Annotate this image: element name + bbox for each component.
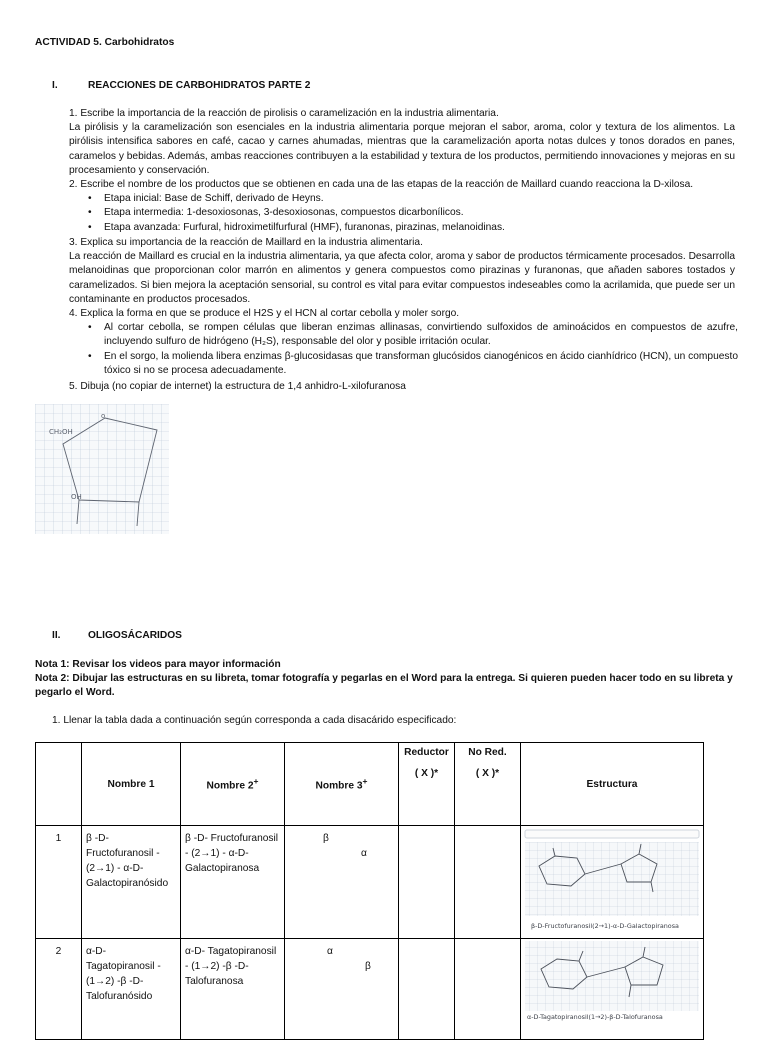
- header-estructura: Estructura: [521, 743, 704, 826]
- row-index: 1: [36, 826, 82, 939]
- table-row: [36, 826, 704, 939]
- sketch-label-oh: OH: [71, 493, 82, 501]
- table-row: [36, 939, 704, 1040]
- sketch-label-ch2oh: CH₂OH: [49, 428, 73, 436]
- list-item: • Etapa avanzada: Furfural, hidroximetilfurfural (HMF), furanonas, pirazinas, melanoidinas.: [88, 221, 738, 235]
- question-3: 3. Explica su importancia de la reacción de Maillard en la industria alimentaria.: [69, 237, 423, 248]
- header-no-reductor: No Red. ( X )*: [455, 743, 521, 826]
- header-nombre1: Nombre 1: [82, 743, 181, 826]
- nombre1-cell: α-D- Tagatopiranosil - (1→2) -β -D- Talofuranósido: [82, 939, 181, 1040]
- nota-2: Nota 2: Dibujar las estructuras en su libreta, tomar fotografía y pegarlas en el Word para la entrega. Si quieren pueden hacer todo en su libreta y pegarlo el Word.: [35, 673, 733, 698]
- structure-caption: β-D-Fructofuranosil(2→1)-α-D-Galactopiranosa: [531, 922, 679, 930]
- no-reductor-cell[interactable]: [455, 826, 521, 939]
- list-item: • Al cortar cebolla, se rompen células que liberan enzimas allinasas, convirtiendo sulfoxidos de aminoácidos en compuestos de azufre, incluyendo sulfuro de hidrógeno (H₂S), responsable del olor y posible irritación ocular.: [88, 321, 738, 350]
- table-header-row: [36, 743, 704, 826]
- question-5: 5. Dibuja (no copiar de internet) la estructura de 1,4 anhidro-L-xilofuranosa: [69, 381, 406, 392]
- section-1-heading: REACCIONES DE CARBOHIDRATOS PARTE 2: [88, 80, 311, 91]
- structure-image: [521, 826, 702, 936]
- structure-image-cell: [521, 939, 704, 1040]
- structure-image-cell: [521, 826, 704, 939]
- answer-4-list: [88, 321, 738, 379]
- structure-image: [521, 939, 702, 1025]
- table-instruction: 1. Llenar la tabla dada a continuación según corresponda a cada disacárido especificado:: [52, 715, 457, 726]
- page-title: ACTIVIDAD 5. Carbohidratos: [35, 37, 175, 48]
- structure-sketch: [35, 404, 169, 534]
- header-nombre3: Nombre 3+: [285, 743, 399, 826]
- section-2-numeral: II.: [52, 630, 61, 641]
- reductor-cell[interactable]: [399, 939, 455, 1040]
- question-2: 2. Escribe el nombre de los productos que se obtienen en cada una de las etapas de la reacción de Maillard cuando reacciona la D-xilosa.: [69, 179, 694, 190]
- answer-2-list: [88, 192, 738, 235]
- nota-1: Nota 1: Revisar los videos para mayor información: [35, 659, 281, 670]
- nombre2-cell: β -D- Fructofuranosil - (2→1) - α-D- Galactopiranosa: [181, 826, 285, 939]
- no-reductor-cell[interactable]: [455, 939, 521, 1040]
- list-item: • Etapa intermedia: 1-desoxiosonas, 3-desoxiosonas, compuestos dicarbonílicos.: [88, 206, 738, 220]
- list-item: • Etapa inicial: Base de Schiff, derivado de Heyns.: [88, 192, 738, 206]
- nombre3-cell: β α: [285, 826, 399, 939]
- answer-3: La reacción de Maillard es crucial en la industria alimentaria, ya que afecta color, aroma y sabor de productos térmicamente procesados. Desarrolla melanoidinas que proporcionan color marrón en alimentos y genera compuestos como pirazinas y furanonas, que añaden sabores tostados y caramelizados. Si bien mejora la aceptación sensorial, su control es vital para evitar compuestos indeseables como la acrilamida, que puede ser un contaminante en productos procesados.: [69, 251, 735, 306]
- svg-text:o: o: [101, 412, 106, 420]
- header-reductor: Reductor ( X )*: [399, 743, 455, 826]
- question-1: 1. Escribe la importancia de la reacción de pirolisis o caramelización en la industria alimentaria.: [69, 108, 499, 119]
- section-2-heading: OLIGOSÁCARIDOS: [88, 630, 182, 641]
- list-item: • En el sorgo, la molienda libera enzimas β-glucosidasas que transforman glucósidos cianogénicos en ácido cianhídrico (HCN), un compuesto tóxico si no se procesa adecuadamente.: [88, 350, 738, 379]
- answer-1: La pirólisis y la caramelización son esenciales en la industria alimentaria porque mejoran el sabor, aroma, color y textura de los alimentos. La pirólisis intensifica sabores en café, cacao y carnes ahumadas, mientras que la caramelización aporta notas dulces y tonos dorados en panes, caramelos y bebidas. Además, ambas reacciones contribuyen a la estabilidad y textura de los productos, permitiendo innovaciones y mejoras en su procesamiento y conservación.: [69, 122, 735, 177]
- reductor-cell[interactable]: [399, 826, 455, 939]
- section-1-numeral: I.: [52, 80, 58, 91]
- question-4: 4. Explica la forma en que se produce el H2S y el HCN al cortar cebolla y moler sorgo.: [69, 308, 460, 319]
- nombre2-cell: α-D- Tagatopiranosil - (1→2) -β -D- Talofuranosa: [181, 939, 285, 1040]
- header-index: [36, 743, 82, 826]
- structure-caption: α-D-Tagatopiranosil(1→2)-β-D-Talofuranosa: [527, 1013, 663, 1021]
- disaccharide-table: [35, 742, 704, 1040]
- nombre1-cell: β -D- Fructofuranosil - (2→1) - α-D- Galactopiranósido: [82, 826, 181, 939]
- header-nombre2: Nombre 2+: [181, 743, 285, 826]
- row-index: 2: [36, 939, 82, 1040]
- nombre3-cell: α β: [285, 939, 399, 1040]
